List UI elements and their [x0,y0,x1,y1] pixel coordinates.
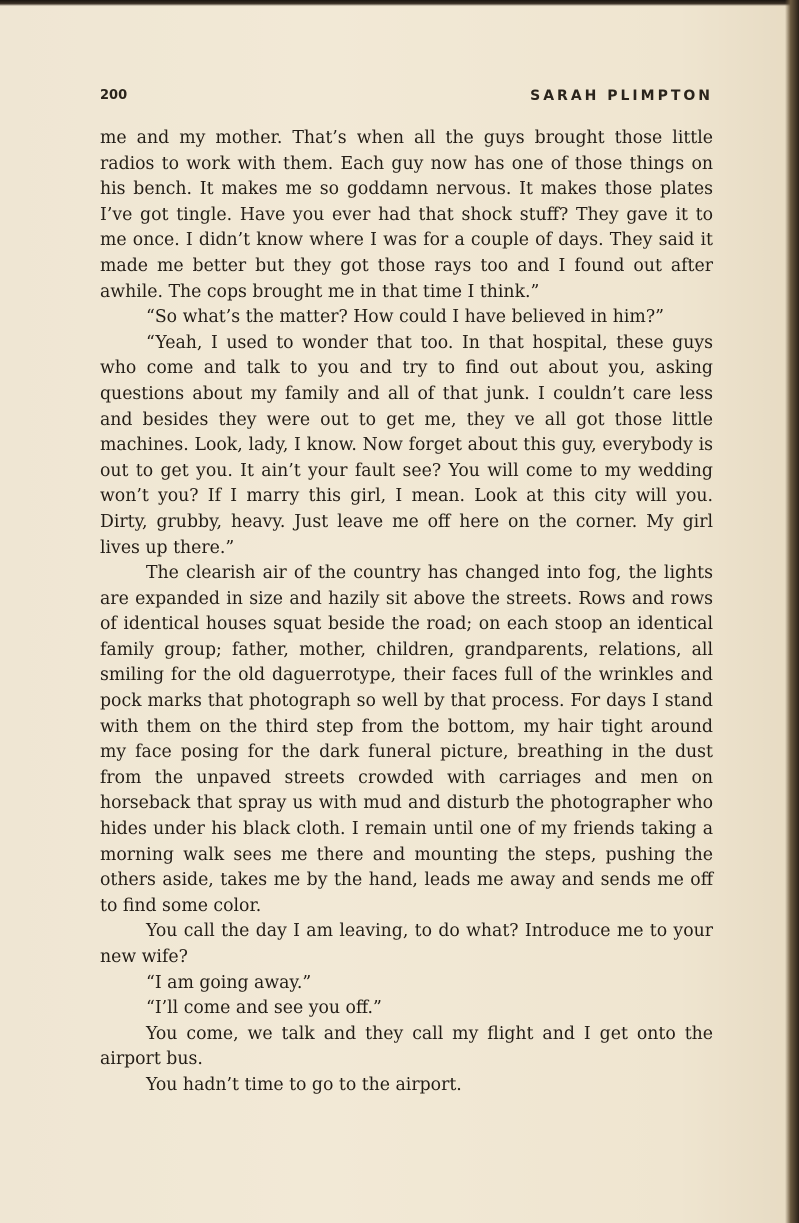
paragraph: You hadn’t time to go to the airport. [146,1074,462,1095]
page-number: 200 [100,88,128,103]
book-spine-shadow [785,0,799,1223]
paragraph: The clearish air of the country has changed into fog, the lights are expanded in size and hazily sit above the streets. Rows and rows of identical houses squat beside the road; on each stoop an identical family group; father, mother, children, grandparents, relations, all smiling for the old daguerrotype, their faces full of the wrinkles and pock marks that photograph so well by that process. For days I stand with them on the third step from the bottom, my hair tight around my face posing for the dark funeral picture, breathing in the dust from the unpaved streets crowded with carriages and men on horseback that spray us with mud and disturb the photographer who hides under his black cloth. I remain until one of my friends taking a morning walk sees me there and mounting the steps, pushing the others aside, takes me by the hand, leads me away and sends me off to find some color. [100,563,713,916]
paragraph: “I am going away.” [146,972,312,993]
running-head [100,88,713,110]
paragraph: “Yeah, I used to wonder that too. In that hospital, these guys who come and talk to you and try to find out about you, asking questions about my family and all of that junk. I couldn’t care less and besides they were out to get me, they ve all got those little machines. Look, lady, I know. Now forget about this guy, everybody is out to get you. It ain’t your fault see? You will come to my wedding won’t you? If I marry this girl, I mean. Look at this city will you. Dirty, grubby, heavy. Just leave me off here on the corner. My girl lives up there.” [100,332,713,558]
body-text [100,126,713,1099]
paragraph: “I’ll come and see you off.” [146,998,382,1019]
paragraph: You call the day I am leaving, to do what? Introduce me to your new wife? [100,921,713,967]
paragraph: “So what’s the matter? How could I have believed in him?” [146,307,664,328]
paragraph: You come, we talk and they call my flight and I get onto the airport bus. [100,1023,713,1070]
page-top-shadow [0,0,799,6]
paragraph: me and my mother. That’s when all the guys brought those little radios to work with them. Each guy now has one of those things on his bench. It makes me so goddamn nervous. It makes those plates I’ve got tingle. Have you ever had that shock stuff? They gave it to me once. I didn’t know where I was for a couple of days. They said it made me better but they got those rays too and I found out after awhile. The cops brought me in that time I think.” [100,128,713,302]
running-head-author: SARAH PLIMPTON [530,88,713,104]
